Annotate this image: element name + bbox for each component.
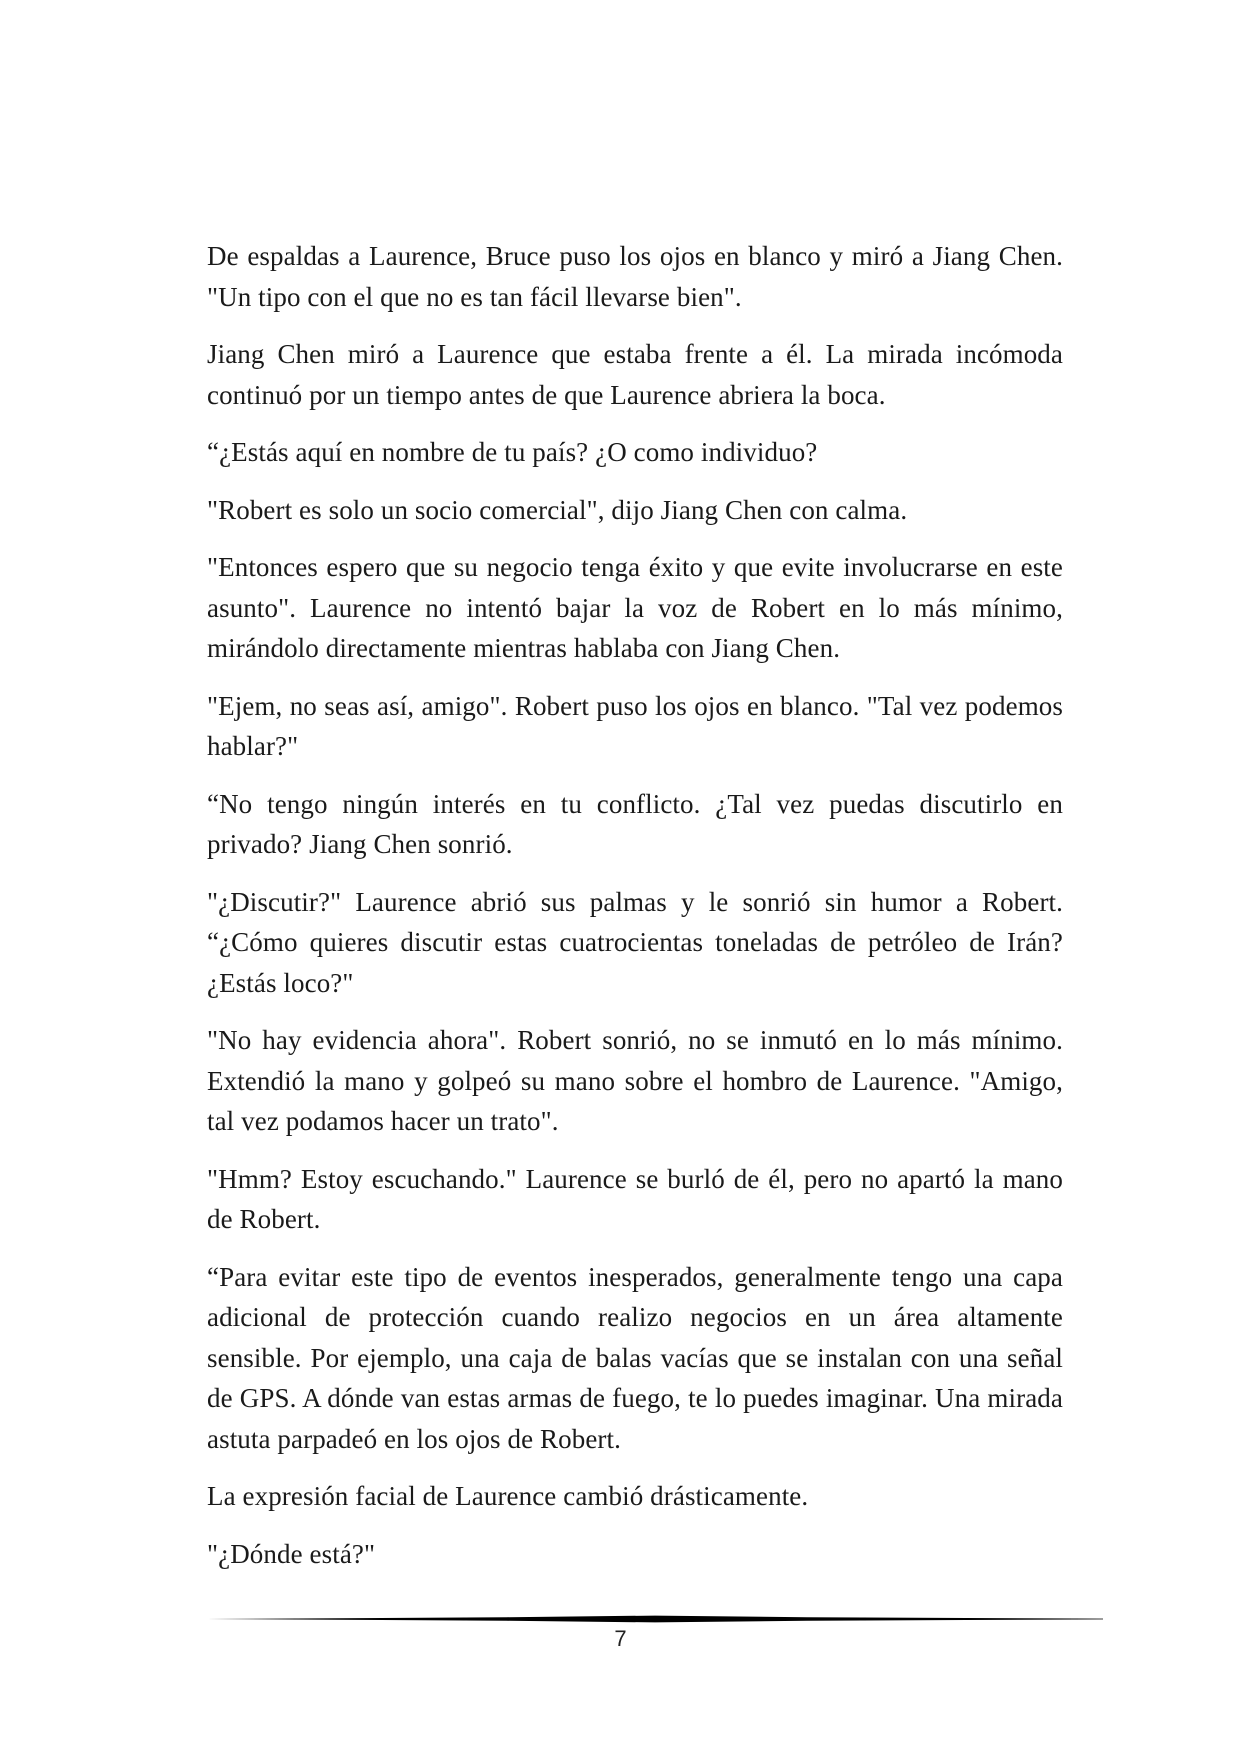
paragraph: “Para evitar este tipo de eventos inesperados, generalmente tengo una capa adicional de protección cuando realizo negocios en un área altamente sensible. Por ejemplo, una caja de balas vacías que se instalan con una señal de GPS. A dónde van estas armas de fuego, te lo puedes imaginar. Una mirada astuta parpadeó en los ojos de Robert.: [207, 1261, 1063, 1454]
body-text: [207, 236, 1063, 1591]
paragraph: La expresión facial de Laurence cambió drásticamente.: [207, 1481, 809, 1511]
paragraph: De espaldas a Laurence, Bruce puso los ojos en blanco y miró a Jiang Chen. "Un tipo con el que no es tan fácil llevarse bien".: [207, 241, 1063, 312]
paragraph: "Ejem, no seas así, amigo". Robert puso los ojos en blanco. "Tal vez podemos hablar?": [207, 690, 1063, 761]
page-number: 7: [614, 1626, 627, 1651]
paragraph: "No hay evidencia ahora". Robert sonrió, no se inmutó en lo más mínimo. Extendió la mano y golpeó su mano sobre el hombro de Laurence. "Amigo, tal vez podamos hacer un trato".: [207, 1025, 1063, 1136]
paragraph: "¿Dónde está?": [207, 1538, 376, 1569]
paragraph: “No tengo ningún interés en tu conflicto. ¿Tal vez puedas discutirlo en privado? Jiang Chen sonrió.: [207, 788, 1063, 859]
paragraph: "¿Discutir?" Laurence abrió sus palmas y le sonrió sin humor a Robert. “¿Cómo quieres discutir estas cuatrocientas toneladas de petróleo de Irán? ¿Estás loco?": [207, 886, 1063, 998]
paragraph: "Entonces espero que su negocio tenga éxito y que evite involucrarse en este asunto". Laurence no intentó bajar la voz de Robert en lo más mínimo, mirándolo directamente mientras hablaba con Jiang Chen.: [207, 552, 1063, 663]
paragraph: Jiang Chen miró a Laurence que estaba frente a él. La mirada incómoda continuó por un tiempo antes de que Laurence abriera la boca.: [207, 339, 1063, 410]
paragraph: "Hmm? Estoy escuchando." Laurence se burló de él, pero no apartó la mano de Robert.: [207, 1163, 1063, 1234]
paragraph: "Robert es solo un socio comercial", dijo Jiang Chen con calma.: [207, 494, 908, 525]
footer-divider: [207, 1612, 1103, 1626]
paragraph: “¿Estás aquí en nombre de tu país? ¿O como individuo?: [207, 437, 818, 467]
